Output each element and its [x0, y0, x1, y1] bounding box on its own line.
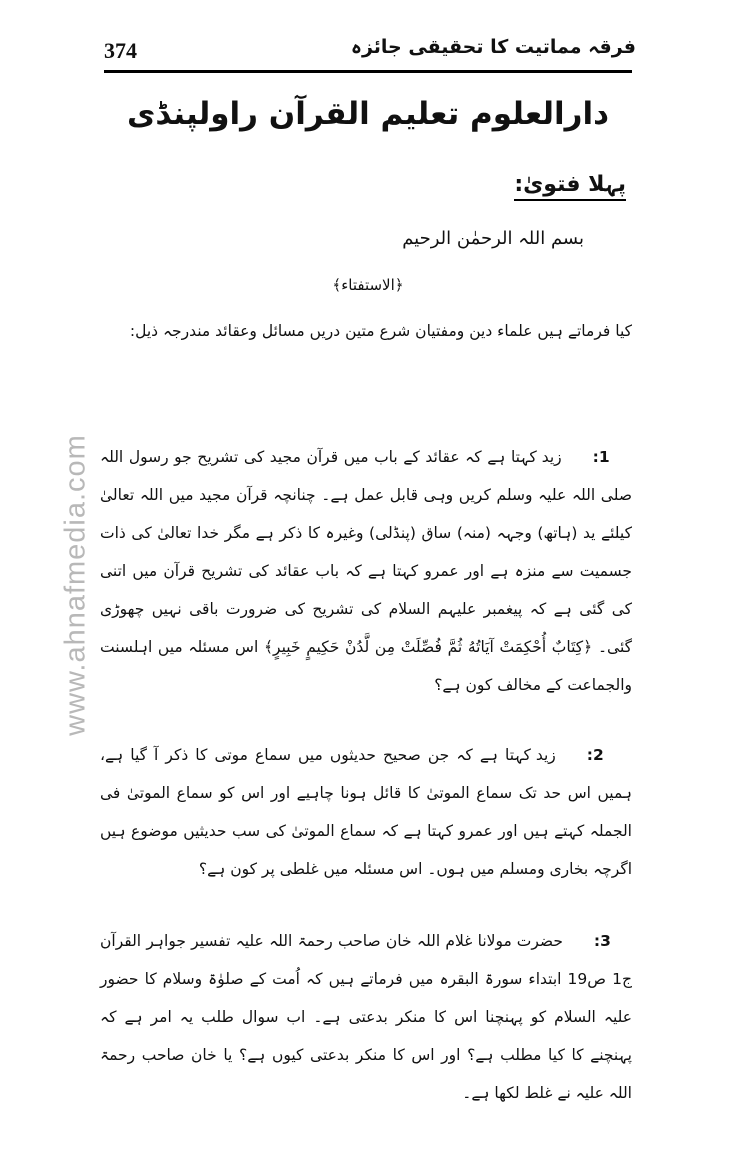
question-number: 1: [592, 448, 610, 466]
question-number: 3: [593, 932, 611, 950]
page-title: دارالعلوم تعلیم القرآن راولپنڈی [126, 96, 610, 132]
running-header-title: فرقہ مماتیت کا تحقیقی جائزہ [350, 36, 636, 58]
question-number: 2: [586, 746, 604, 764]
section-heading: پہلا فتویٰ: [514, 172, 626, 201]
question-text: حضرت مولانا غلام اللہ خان صاحب رحمۃ اللہ علیہ تفسیر جواہر القرآن ج1 ص19 ابتداء سورۃ البقرہ میں فرماتے ہیں کہ اُمت کے صلوٰۃ وسلام کا حضور علیہ السلام کو پہنچنا اس کا منکر بدعتی ہے۔ اب سوال طلب یہ امر ہے کہ پہنچنے کا کیا مطلب ہے؟ اور اس کا منکر بدعتی کیوں ہے؟ یا خان صاحب رحمۃ اللہ علیہ نے غلط لکھا ہے۔ [95, 932, 632, 1102]
intro-paragraph: کیا فرماتے ہیں علماء دین ومفتیان شرع متین دریں مسائل وعقائد مندرجہ ذیل: [129, 322, 632, 340]
watermark [58, 405, 94, 765]
question-text: زید کہتا ہے کہ جن صحیح حدیثوں میں سماع موتی کا ذکر آ گیا ہے، ہمیں اس حد تک سماع الموتیٰ کا قائل ہونا چاہیے اور اس کو سماع الموتیٰ فی الجملہ کہتے ہیں اور عمرو کہتا ہے کہ سماع الموتیٰ کی سب حدیثیں موضوع ہیں اگرچہ بخاری ومسلم میں ہوں۔ اس مسئلہ میں غلطی پر کون ہے؟ [95, 746, 632, 878]
question-text: زید کہتا ہے کہ عقائد کے باب میں قرآن مجید کی تشریح جو رسول اللہ صلی اللہ علیہ وسلم کریں وہی قابل عمل ہے۔ چنانچہ قرآن مجید میں اللہ تعالیٰ کیلئے ید (ہاتھ) وجہہ (منہ) ساق (پنڈلی) وغیرہ کا ذکر ہے مگر خدا تعالیٰ کی ذات جسمیت سے منزہ ہے اور عمرو کہتا ہے کہ باب عقائد کی تشریح قرآن میں اتنی کی گئی ہے کہ پیغمبر علیہم السلام کی تشریح کی ضرورت باقی نہیں چھوڑی گئی۔ ﴿كِتَابٌ أُحْكِمَتْ آيَاتُهُ ثُمَّ فُصِّلَتْ مِن لَّدُنْ حَكِيمٍ خَبِيرٍ﴾ اس مسئلہ میں اہلسنت والجماعت کے مخالف کون ہے؟ [95, 448, 632, 694]
question-1 [95, 400, 632, 742]
page-number: 374 [104, 38, 137, 63]
watermark-text: www.ahnafmedia.com [59, 434, 92, 736]
question-3 [95, 884, 632, 1150]
header-rule [104, 70, 632, 73]
bismillah-line: بسم اللہ الرحمٰن الرحیم [402, 228, 584, 249]
istifta-heading: ﴿الاستفتاء﴾ [332, 276, 404, 294]
